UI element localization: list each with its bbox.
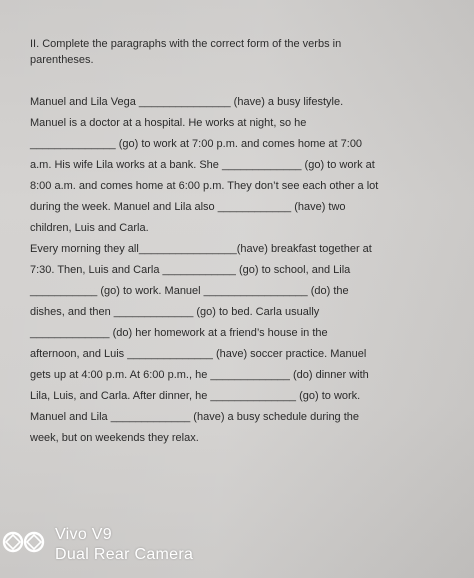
- paragraph-line: Lila, Luis, and Carla. After dinner, he ______________ (go) to work.: [30, 390, 361, 402]
- paragraph-line: children, Luis and Carla.: [30, 222, 149, 234]
- paragraph-line: Manuel and Lila _____________ (have) a busy schedule during the: [30, 411, 360, 423]
- paragraph-line: afternoon, and Luis ______________ (have) soccer practice. Manuel: [30, 348, 367, 360]
- camera-watermark: [2, 524, 262, 574]
- paragraph-line: 8:00 a.m. and comes home at 6:00 p.m. They don’t see each other a lot: [30, 180, 379, 192]
- instructions-line-2: parentheses.: [30, 54, 94, 66]
- exercise-instructions: [30, 36, 450, 68]
- paragraph-line: Manuel and Lila Vega _______________ (have) a busy lifestyle.: [30, 96, 344, 108]
- paragraph-line: a.m. His wife Lila works at a bank. She _____________ (go) to work at: [30, 159, 375, 171]
- paragraph-line: Manuel is a doctor at a hospital. He works at night, so he: [30, 117, 307, 129]
- paragraph-line: 7:30. Then, Luis and Carla ____________ (go) to school, and Lila: [30, 264, 351, 276]
- paragraph-line: week, but on weekends they relax.: [30, 432, 199, 444]
- paragraph-line: ___________ (go) to work. Manuel _________________ (do) the: [30, 285, 349, 297]
- paragraph-line: _____________ (do) her homework at a friend’s house in the: [30, 327, 328, 339]
- paragraph-line: Every morning they all________________(have) breakfast together at: [30, 243, 372, 255]
- paragraph-line: gets up at 4:00 p.m. At 6:00 p.m., he _____________ (do) dinner with: [30, 369, 369, 381]
- watermark-model: Vivo V9: [55, 526, 112, 543]
- paragraph-line: during the week. Manuel and Lila also ____________ (have) two: [30, 201, 346, 213]
- paragraph-line: dishes, and then _____________ (go) to bed. Carla usually: [30, 306, 320, 318]
- instructions-line-1: II. Complete the paragraphs with the correct form of the verbs in: [30, 38, 342, 50]
- dual-rear-camera-logo-icon: [2, 530, 46, 554]
- paragraph-line: ______________ (go) to work at 7:00 p.m. and comes home at 7:00: [30, 138, 363, 150]
- watermark-camera: Dual Rear Camera: [55, 546, 194, 563]
